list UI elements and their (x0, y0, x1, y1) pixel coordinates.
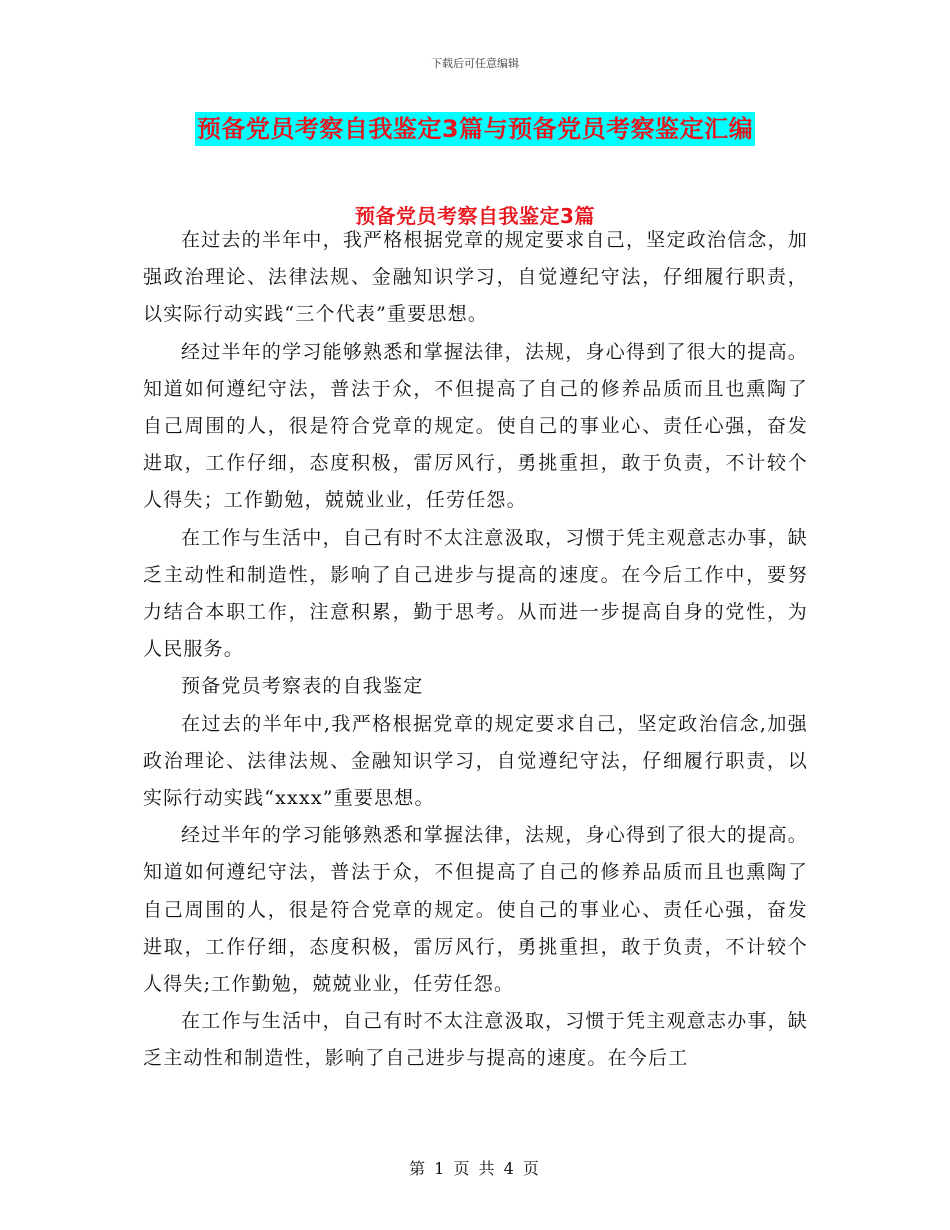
subheading: 预备党员考察表的自我鉴定 (181, 675, 424, 698)
page-number: 第 1 页 共 4 页 (409, 1159, 541, 1178)
paragraph: 在过去的半年中,我严格根据党章的规定要求自己，坚定政治信念,加强政治理论、法律法规、金融知识学习，自觉遵纪守法，仔细履行职责，以实际行动实践“xxxx”重要思想。 (143, 712, 808, 810)
document-body (143, 222, 808, 1078)
paragraph: 在工作与生活中，自己有时不太注意汲取，习惯于凭主观意志办事，缺乏主动性和制造性，影响了自己进步与提高的速度。在今后工作中，要努力结合本职工作，注意积累，勤于思考。从而进一步提高自身的党性，为人民服务。 (143, 526, 808, 661)
paragraph: 经过半年的学习能够熟悉和掌握法律，法规，身心得到了很大的提高。知道如何遵纪守法，普法于众，不但提高了自己的修养品质而且也熏陶了自己周围的人，很是符合党章的规定。使自己的事业心、责任心强，奋发进取，工作仔细，态度积极，雷厉风行，勇挑重担，敢于负责，不计较个人得失;工作勤勉，兢兢业业，任劳任怨。 (143, 824, 808, 996)
section-title: 预备党员考察自我鉴定3篇 (355, 204, 595, 228)
paragraph: 在过去的半年中，我严格根据党章的规定要求自己，坚定政治信念，加强政治理论、法律法规、金融知识学习，自觉遵纪守法，仔细履行职责，以实际行动实践“三个代表”重要思想。 (143, 229, 808, 326)
page-header-note: 下载后可任意编辑 (431, 57, 519, 70)
paragraph: 经过半年的学习能够熟悉和掌握法律，法规，身心得到了很大的提高。知道如何遵纪守法，普法于众，不但提高了自己的修养品质而且也熏陶了自己周围的人，很是符合党章的规定。使自己的事业心、责任心强，奋发进取，工作仔细，态度积极，雷厉风行，勇挑重担，敢于负责，不计较个人得失；工作勤勉，兢兢业业，任劳任怨。 (143, 340, 808, 512)
document-title-container (0, 112, 950, 146)
document-title: 预备党员考察自我鉴定3篇与预备党员考察鉴定汇编 (195, 112, 755, 146)
paragraph: 在工作与生活中，自己有时不太注意汲取，习惯于凭主观意志办事，缺乏主动性和制造性，影响了自己进步与提高的速度。在今后工 (143, 1010, 808, 1070)
